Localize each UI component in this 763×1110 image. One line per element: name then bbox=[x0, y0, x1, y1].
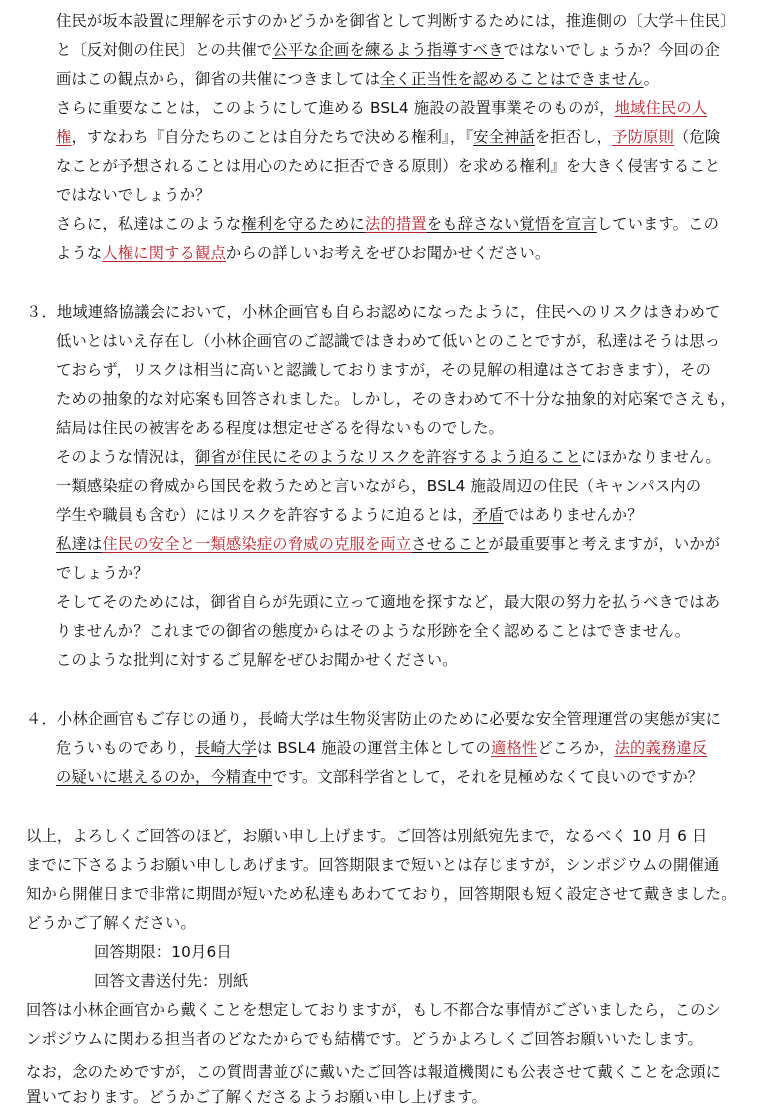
text-line bbox=[94, 969, 248, 994]
text-line bbox=[56, 125, 720, 150]
text-segment: そしてそのためには，御省自らが先頭に立って適地を探すなど，最大限の努力を払うべきではあ bbox=[56, 593, 721, 611]
text-line bbox=[94, 940, 232, 965]
text-segment: ではありませんか？ bbox=[503, 506, 643, 524]
text-segment: 地域住民の人 bbox=[614, 99, 708, 117]
text-segment: 。 bbox=[643, 70, 660, 88]
text-segment: 住民の安全と一類感染症の脅威の克服を両立 bbox=[102, 535, 412, 553]
text-line bbox=[56, 590, 720, 615]
text-segment: なことが予想されることは用心のために拒否できる原則）を求める権利』を大きく侵害すること bbox=[56, 157, 721, 175]
text-line bbox=[56, 416, 504, 441]
text-line bbox=[56, 503, 643, 528]
text-segment: ておらず，リスクは相当に高いと認識しておりますが，その見解の相違はさておきます），その bbox=[56, 361, 712, 379]
text-segment: にほかなりません。 bbox=[580, 448, 721, 466]
text-segment: させること bbox=[411, 535, 489, 553]
text-segment: なお，念のためですが，この質問書並びに戴いたご回答は報道機関にも公表させて戴くことを念頭に bbox=[26, 1063, 722, 1081]
text-line bbox=[56, 474, 701, 499]
text-line bbox=[56, 241, 550, 266]
text-segment: 全く正当性を認めることはできません bbox=[380, 70, 644, 88]
text-segment: ３．地域連絡協議会において，小林企画官も自らお認めになったように，住民へのリスクはきわめて bbox=[26, 303, 721, 321]
text-line bbox=[26, 300, 721, 325]
text-line bbox=[26, 707, 721, 732]
text-segment: 住民が坂本設置に理解を示すのかどうかを御省として判断するためには，推進側の〔大学＋住民〕 bbox=[56, 12, 736, 30]
text-segment: 人権に関する観点 bbox=[102, 244, 226, 262]
text-line bbox=[56, 67, 659, 92]
text-segment: 回答は小林企画官から戴くことを想定しておりますが，もし不都合な事情がございましたら，このシ bbox=[26, 1001, 722, 1019]
text-segment: 長崎大学 bbox=[195, 739, 257, 757]
text-line bbox=[56, 183, 210, 208]
text-segment: 危ういものであり， bbox=[56, 739, 196, 757]
text-line bbox=[26, 1060, 721, 1085]
text-segment: 一類感染症の脅威から国民を救うためと言いながら，BSL4 施設周辺の住民（キャンパス内の bbox=[56, 477, 702, 495]
text-line bbox=[56, 532, 720, 557]
text-line bbox=[26, 911, 196, 936]
text-segment: 以上，よろしくご回答のほど，お願い申し上げます。ご回答は別紙宛先まで，なるべく 10 月 6 日 bbox=[26, 827, 708, 845]
text-segment: 予防原則 bbox=[612, 128, 674, 146]
text-segment: そのような情況は， bbox=[56, 448, 196, 466]
text-segment: 低いとはいえ存在し（小林企画官のご認識ではきわめて低いとのことですが，私達はそうは思っ bbox=[56, 332, 721, 350]
text-segment: ，すなわち『自分たちのことは自分たちで決める権利』，『 bbox=[71, 128, 474, 146]
text-segment: 法的措置 bbox=[364, 215, 427, 233]
text-line bbox=[56, 154, 720, 179]
text-line bbox=[56, 387, 736, 412]
text-segment: （危険 bbox=[673, 128, 721, 146]
text-segment: ような bbox=[56, 244, 103, 262]
text-segment: 学生や職員も含む）にはリスクを許容するように迫るとは， bbox=[56, 506, 473, 524]
text-line bbox=[26, 853, 719, 878]
text-segment: ための抽象的な対応案も回答されました。しかし，そのきわめて不十分な抽象的対応案でさえも， bbox=[56, 390, 736, 408]
text-line bbox=[26, 998, 721, 1023]
text-line bbox=[56, 329, 720, 354]
text-line bbox=[56, 648, 458, 673]
text-segment: を拒否し， bbox=[534, 128, 613, 146]
text-line bbox=[26, 824, 708, 849]
text-segment: までに下さるようお願い申ししあげます。回答期限まで短いとは存じますが，シンポジウムの開催通 bbox=[26, 856, 720, 874]
text-segment: 安全神話 bbox=[473, 128, 535, 146]
text-segment: 権利を守るために bbox=[241, 215, 365, 233]
text-segment: 結局は住民の被害をある程度は想定せざるを得ないものでした。 bbox=[56, 419, 504, 437]
text-segment: さらに重要なことは，このようにして進める BSL4 施設の設置事業そのものが， bbox=[56, 99, 615, 117]
text-line bbox=[56, 212, 719, 237]
text-segment: 私達は bbox=[56, 535, 103, 553]
text-segment: 回答期限：10月6日 bbox=[94, 943, 232, 961]
text-segment: 御省が住民にそのようなリスクを許容するよう迫ること bbox=[195, 448, 581, 466]
text-line bbox=[26, 882, 737, 907]
text-segment: ではないでしょうか？ bbox=[56, 186, 211, 204]
text-segment: りませんか？これまでの御省の態度からはそのような形跡を全く認めることはできません。 bbox=[56, 622, 691, 640]
text-segment: このような批判に対するご見解をぜひお聞かせください。 bbox=[56, 651, 458, 669]
text-segment: 適格性 bbox=[491, 739, 538, 757]
text-segment: の疑いに堪えるのか，今精査中 bbox=[56, 768, 273, 786]
text-segment: ４．小林企画官もご存じの通り，長崎大学は生物災害防止のために必要な安全管理運営の実態が実に bbox=[26, 710, 722, 728]
text-segment: 公平な企画を練るよう指導すべき bbox=[272, 41, 504, 59]
text-segment: 矛盾 bbox=[472, 506, 504, 524]
text-line bbox=[56, 38, 720, 63]
text-segment: 知から開催日まで非常に期間が短いため私達もあわてており，回答期限も短く設定させて戴きました。 bbox=[26, 885, 737, 903]
text-segment: と〔反対側の住民〕との共催で bbox=[56, 41, 273, 59]
text-line bbox=[56, 765, 703, 790]
text-segment: です。文部科学省として，それを見極めなくて良いのですか？ bbox=[272, 768, 704, 786]
text-segment: ではないでしょうか？今回の企 bbox=[503, 41, 720, 59]
text-segment: からの詳しいお考えをぜひお聞かせください。 bbox=[225, 244, 551, 262]
text-line bbox=[56, 561, 149, 586]
text-line bbox=[56, 445, 721, 470]
text-segment: 置いております。どうかご了解くださるようお願い申し上げます。 bbox=[26, 1088, 487, 1106]
text-segment: が最重要事と考えますが，いかが bbox=[488, 535, 721, 553]
text-segment: どころか， bbox=[537, 739, 615, 757]
text-line bbox=[56, 358, 711, 383]
text-segment: さらに，私達はこのような bbox=[56, 215, 242, 233]
text-segment: でしょうか？ bbox=[56, 564, 149, 582]
text-segment: しています。この bbox=[596, 215, 720, 233]
text-line bbox=[26, 1027, 703, 1052]
text-segment: 画はこの観点から，御省の共催につきましては bbox=[56, 70, 381, 88]
text-line bbox=[56, 736, 707, 761]
text-line bbox=[26, 1085, 487, 1110]
text-segment: をも辞さない覚悟を宣言 bbox=[426, 215, 597, 233]
text-segment: 権 bbox=[56, 128, 72, 146]
text-line bbox=[56, 9, 736, 34]
text-segment: 法的義務違反 bbox=[614, 739, 708, 757]
text-line bbox=[56, 619, 690, 644]
text-segment: は BSL4 施設の運営主体としての bbox=[256, 739, 492, 757]
text-segment: どうかご了解ください。 bbox=[26, 914, 196, 932]
text-line bbox=[56, 96, 707, 121]
text-segment: ンポジウムに関わる担当者のどなたからでも結構です。どうかよろしくご回答お願いいたします。 bbox=[26, 1030, 703, 1048]
text-segment: 回答文書送付先：別紙 bbox=[94, 972, 249, 990]
